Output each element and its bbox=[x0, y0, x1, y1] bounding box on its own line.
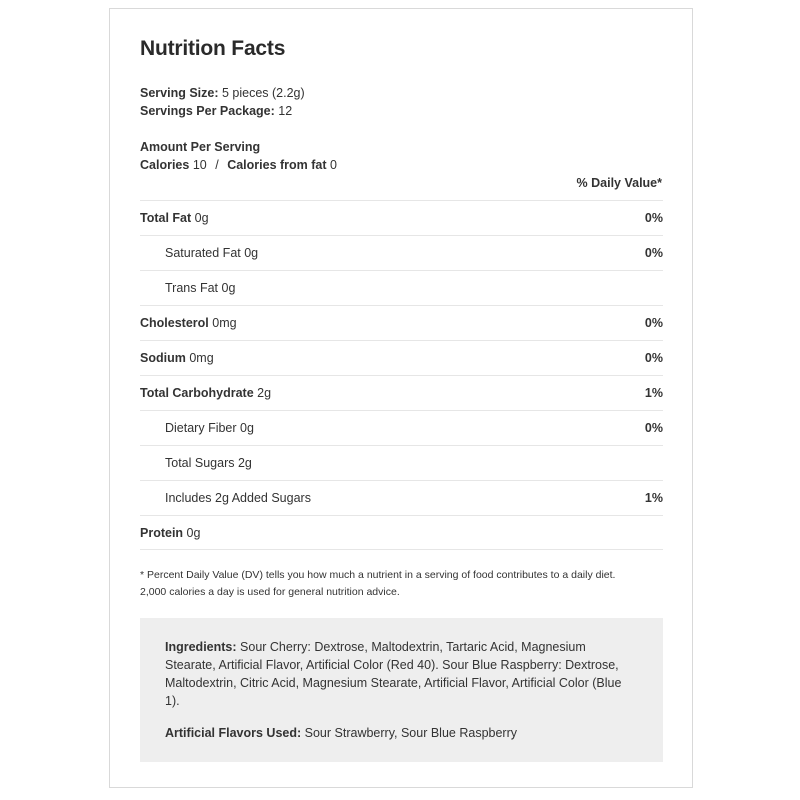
nutrient-amount: 0g bbox=[186, 525, 201, 540]
nutrient-dv: 1% bbox=[644, 491, 663, 505]
nutrient-row-total-fat bbox=[140, 200, 663, 235]
nutrient-row-cholesterol bbox=[140, 305, 663, 340]
amount-per-serving-label: Amount Per Serving bbox=[140, 140, 261, 154]
nutrient-row-saturated-fat bbox=[140, 235, 663, 270]
footnote-line-2: 2,000 calories a day is used for general nutrition advice. bbox=[140, 586, 400, 598]
calories-line bbox=[140, 158, 337, 172]
fat-calories-label: Calories from fat bbox=[227, 158, 327, 172]
nutrient-row-protein bbox=[140, 515, 663, 550]
nutrient-label: Protein bbox=[140, 525, 184, 540]
nutrient-dv: 0% bbox=[644, 421, 663, 435]
nutrient-label: Trans Fat bbox=[165, 281, 219, 295]
nutrient-dv: 1% bbox=[644, 386, 663, 400]
nutrient-row-added-sugars bbox=[140, 480, 663, 515]
nutrient-amount: 0g bbox=[244, 246, 259, 260]
ingredients-text: Sour Cherry: Dextrose, Maltodextrin, Tartaric Acid, Magnesium Stearate, Artificial Flavor, Artificial Color (Red 40). Sour Blue Raspberry: Dextrose, Maltodextrin, Citric Acid, Magnesium Stearate, Artificial Flavor, Artificial Color (Blue 1). bbox=[165, 640, 622, 708]
artificial-flavors-label: Artificial Flavors Used: bbox=[165, 726, 302, 740]
artificial-flavors-text: Sour Strawberry, Sour Blue Raspberry bbox=[304, 726, 517, 740]
calories-label: Calories bbox=[140, 158, 190, 172]
nutrient-label: Dietary Fiber bbox=[165, 421, 237, 435]
artificial-flavors-paragraph bbox=[165, 724, 639, 742]
nutrient-amount: 0mg bbox=[212, 316, 237, 330]
daily-value-footnote bbox=[140, 567, 665, 601]
amount-per-serving-heading bbox=[140, 140, 260, 154]
ingredients-label: Ingredients: bbox=[165, 640, 237, 654]
footnote-line-1: * Percent Daily Value (DV) tells you how much a nutrient in a serving of food contributes to a daily diet. bbox=[140, 569, 616, 581]
nutrient-dv: 0% bbox=[644, 316, 663, 330]
servings-per-package-label: Servings Per Package: bbox=[140, 104, 275, 118]
servings-per-package-value: 12 bbox=[278, 104, 293, 118]
nutrient-label: Includes 2g Added Sugars bbox=[165, 491, 311, 505]
nutrient-row-total-sugars bbox=[140, 445, 663, 480]
serving-size bbox=[140, 86, 305, 100]
nutrient-dv: 0% bbox=[644, 351, 663, 365]
nutrient-row-dietary-fiber bbox=[140, 410, 663, 445]
nutrient-amount: 0g bbox=[194, 211, 209, 225]
ingredients-box bbox=[140, 618, 663, 762]
daily-value-header: % Daily Value* bbox=[576, 176, 662, 190]
serving-size-label: Serving Size: bbox=[140, 86, 219, 100]
servings-per-package bbox=[140, 104, 292, 118]
nutrient-label: Saturated Fat bbox=[165, 246, 241, 260]
nutrient-table bbox=[140, 200, 663, 550]
calories-separator: / bbox=[215, 158, 219, 172]
nutrition-facts-panel bbox=[109, 8, 693, 788]
nutrient-label: Total Carbohydrate bbox=[140, 386, 254, 400]
nutrient-amount: 2g bbox=[237, 456, 252, 470]
nutrient-label: Total Sugars bbox=[165, 456, 235, 470]
nutrient-label: Cholesterol bbox=[140, 316, 209, 330]
panel-title: Nutrition Facts bbox=[140, 37, 286, 60]
nutrient-row-sodium bbox=[140, 340, 663, 375]
nutrient-row-trans-fat bbox=[140, 270, 663, 305]
calories-value: 10 bbox=[192, 158, 207, 172]
nutrient-amount: 0g bbox=[221, 281, 236, 295]
nutrient-label: Sodium bbox=[140, 351, 186, 365]
nutrient-dv: 0% bbox=[644, 211, 663, 225]
nutrient-label: Total Fat bbox=[140, 211, 192, 225]
nutrient-amount: 0g bbox=[240, 421, 254, 435]
nutrient-row-total-carbohydrate bbox=[140, 375, 663, 410]
serving-size-value: 5 pieces (2.2g) bbox=[221, 86, 305, 100]
ingredients-paragraph bbox=[165, 638, 639, 710]
nutrient-amount: 0mg bbox=[189, 351, 214, 365]
nutrient-amount: 2g bbox=[257, 386, 272, 400]
nutrient-dv: 0% bbox=[644, 246, 663, 260]
fat-calories-value: 0 bbox=[330, 158, 337, 172]
